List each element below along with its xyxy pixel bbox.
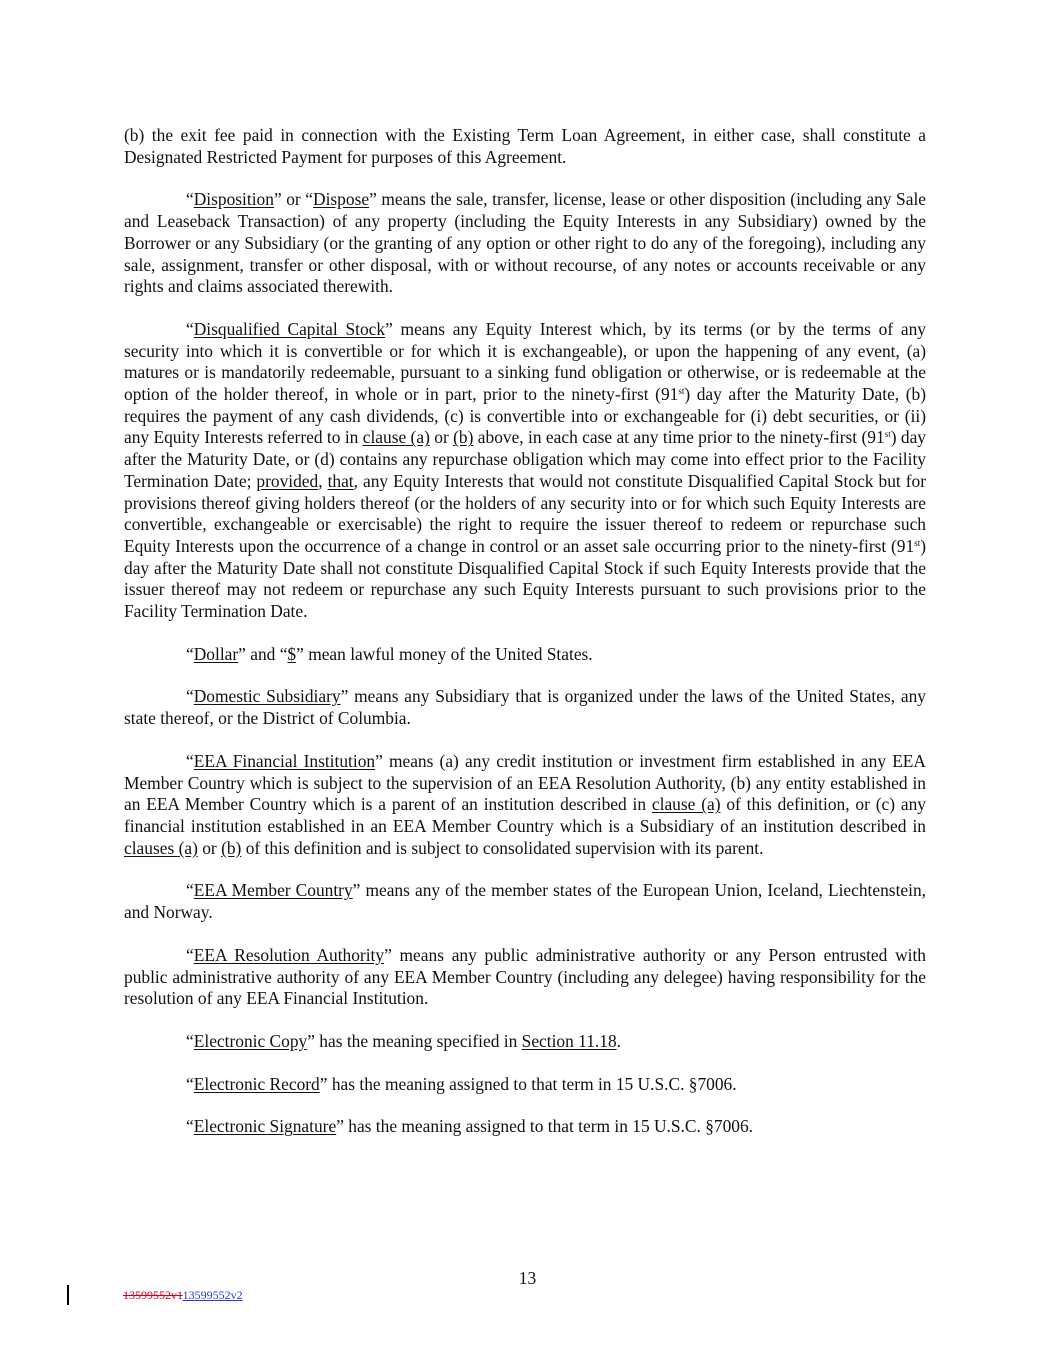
document-id-inserted: 13599552v2 — [182, 1288, 243, 1302]
defined-term: Disqualified Capital Stock — [193, 318, 386, 339]
document-body — [124, 125, 926, 1159]
section-reference: Section 11.18 — [521, 1030, 617, 1051]
definition-electronic-copy: “Electronic Copy” has the meaning specified in Section 11.18. — [186, 1030, 622, 1051]
document-id — [123, 1288, 243, 1302]
cross-reference: clause (a) — [651, 794, 721, 815]
open-quote: “ — [186, 643, 194, 664]
paragraph-exit-fee: (b) the exit fee paid in connection with the Existing Term Loan Agreement, in either case, shall constitute a Designated Restricted Payment for purposes of this Agreement. — [124, 125, 926, 167]
definition-electronic-signature: “Electronic Signature” has the meaning assigned to that term in 15 U.S.C. §7006. — [186, 1116, 754, 1137]
open-quote: “ — [186, 318, 194, 339]
definition-dollar: “Dollar” and “$” mean lawful money of the United States. — [186, 643, 593, 664]
defined-term: Electronic Copy — [193, 1030, 308, 1051]
document-id-deleted: 13599552v1 — [123, 1288, 183, 1302]
definition-electronic-record: “Electronic Record” has the meaning assigned to that term in 15 U.S.C. §7006. — [186, 1073, 737, 1094]
definition-domestic-subsidiary: “Domestic Subsidiary” means any Subsidiary that is organized under the laws of the United States, any state thereof, or the District of Columbia. — [124, 686, 926, 729]
definition-disqualified-capital-stock: “Disqualified Capital Stock” means any Equity Interest which, by its terms (or by the terms of any security into which it is convertible or for which it is exchangeable), or upon the happening of any event, (a) matures or is mandatorily redeemable, pursuant to a sinking fund obligation or otherwise, or is redeemable at the option of the holder thereof, in whole or in part, prior to the ninety-first (91st) day after the Maturity Date, (b) requires the payment of any cash dividends, (c) is convertible into or exchangeable for (i) debt securities, or (ii) any Equity Interests referred to in clause (a) or (b) above, in each case at any time prior to the ninety-first (91st) day after the Maturity Date, or (d) contains any repurchase obligation which may come into effect prior to the Facility Termination Date; provided, that, any Equity Interests that would not constitute Disqualified Capital Stock but for provisions thereof giving holders thereof (or the holders of any security into or for which such Equity Interests are convertible, exchangeable or exercisable) the right to require the issuer thereof to redeem or repurchase such Equity Interests upon the occurrence of a change in control or an asset sale occurring prior to the ninety-first (91st) day after the Maturity Date shall not constitute Disqualified Capital Stock if such Equity Interests provide that the issuer thereof may not redeem or repurchase any such Equity Interests pursuant to such provisions prior to the Facility Termination Date. — [124, 318, 926, 622]
defined-term: Electronic Record — [193, 1073, 320, 1094]
cross-reference: (b) — [453, 427, 474, 448]
defined-term: Disposition — [193, 189, 274, 210]
emphasis-provided: provided — [256, 470, 319, 491]
defined-term: Electronic Signature — [193, 1116, 337, 1137]
definition-eea-financial-institution: “EEA Financial Institution” means (a) any credit institution or investment firm established in any EEA Member Country which is subject to the supervision of an EEA Resolution Authority, (b) any entity established in an EEA Member Country which is a parent of an institution described in clause (a) of this definition, or (c) any financial institution established in an EEA Member Country which is a Subsidiary of an institution described in clauses (a) or (b) of this definition and is subject to consolidated supervision with its parent. — [124, 750, 926, 858]
defined-term: $ — [287, 643, 297, 664]
cross-reference: clause (a) — [362, 427, 430, 448]
open-quote: “ — [186, 1116, 194, 1137]
open-quote: “ — [186, 686, 194, 707]
defined-term: Domestic Subsidiary — [193, 686, 341, 707]
open-quote: “ — [186, 750, 194, 771]
open-quote: “ — [186, 1030, 194, 1051]
defined-term: EEA Resolution Authority — [193, 944, 385, 965]
change-bar — [67, 1285, 69, 1305]
definition-eea-resolution-authority: “EEA Resolution Authority” means any public administrative authority or any Person entrusted with public administrative authority of any EEA Member Country (including any delegee) having responsibility for the resolution of any EEA Financial Institution. — [124, 944, 926, 1009]
defined-term: EEA Financial Institution — [193, 750, 376, 771]
cross-reference: clauses (a) — [124, 837, 198, 858]
defined-term: Dispose — [313, 189, 370, 210]
defined-term: Dollar — [193, 643, 239, 664]
definition-disposition: “Disposition” or “Dispose” means the sale, transfer, license, lease or other disposition (including any Sale and Leaseback Transaction) of any property (including the Equity Interests in any Subsidiary) owned by the Borrower or any Subsidiary (or the granting of any option or other right to do any of the foregoing), including any sale, assignment, transfer or other disposal, with or without recourse, of any notes or accounts receivable or any rights and claims associated therewith. — [124, 189, 926, 297]
ordinal-superscript: st — [914, 537, 921, 548]
page-number: 13 — [518, 1268, 537, 1288]
definition-eea-member-country: “EEA Member Country” means any of the member states of the European Union, Iceland, Liechtenstein, and Norway. — [124, 880, 926, 923]
ordinal-superscript: st — [678, 386, 685, 397]
open-quote: “ — [186, 880, 194, 901]
open-quote: “ — [186, 1073, 194, 1094]
defined-term: EEA Member Country — [193, 880, 353, 901]
open-quote: “ — [186, 944, 194, 965]
ordinal-superscript: st — [884, 429, 891, 440]
cross-reference: (b) — [221, 837, 242, 858]
open-quote: “ — [186, 189, 194, 210]
emphasis-that: that — [327, 470, 354, 491]
